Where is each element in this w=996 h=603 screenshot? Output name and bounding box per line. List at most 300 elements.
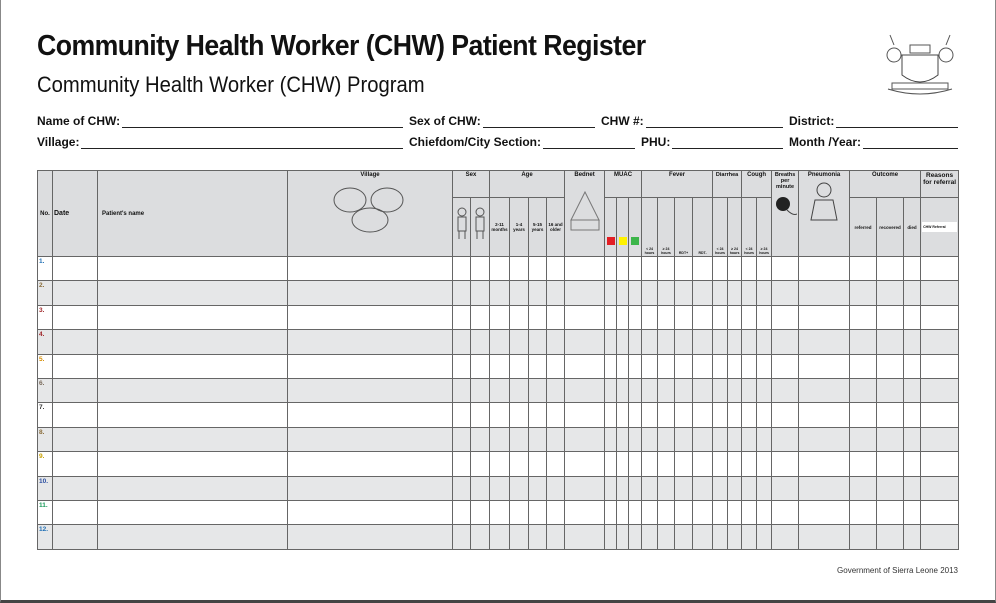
register-cell[interactable]	[471, 427, 490, 451]
register-cell[interactable]	[850, 378, 877, 402]
register-cell[interactable]	[713, 427, 728, 451]
register-cell[interactable]	[713, 330, 728, 354]
register-cell[interactable]	[713, 525, 728, 549]
register-cell[interactable]	[713, 403, 728, 427]
register-cell[interactable]	[490, 281, 510, 305]
register-cell[interactable]	[713, 305, 728, 329]
register-cell[interactable]	[642, 476, 658, 500]
register-cell[interactable]	[547, 525, 565, 549]
register-cell[interactable]	[904, 281, 921, 305]
register-cell[interactable]	[693, 305, 713, 329]
register-cell[interactable]	[799, 257, 850, 281]
register-cell[interactable]	[904, 305, 921, 329]
register-cell[interactable]	[529, 378, 547, 402]
district-field[interactable]	[789, 114, 958, 128]
register-cell[interactable]	[850, 500, 877, 524]
register-cell[interactable]	[98, 476, 288, 500]
register-cell[interactable]	[675, 403, 693, 427]
register-cell[interactable]	[772, 452, 799, 476]
register-cell[interactable]	[742, 330, 757, 354]
register-cell[interactable]	[642, 427, 658, 451]
register-cell[interactable]	[757, 330, 772, 354]
register-cell[interactable]	[453, 330, 471, 354]
register-cell[interactable]	[453, 403, 471, 427]
register-cell[interactable]	[453, 452, 471, 476]
register-cell[interactable]	[288, 525, 453, 549]
register-cell[interactable]	[757, 500, 772, 524]
register-cell[interactable]	[713, 378, 728, 402]
register-cell[interactable]	[605, 452, 617, 476]
register-cell[interactable]	[742, 257, 757, 281]
register-cell[interactable]	[772, 500, 799, 524]
register-cell[interactable]	[772, 281, 799, 305]
register-cell[interactable]	[772, 403, 799, 427]
register-cell[interactable]	[605, 403, 617, 427]
register-cell[interactable]	[877, 330, 904, 354]
register-cell[interactable]	[53, 525, 98, 549]
register-cell[interactable]	[658, 476, 675, 500]
register-cell[interactable]	[471, 500, 490, 524]
register-cell[interactable]	[453, 378, 471, 402]
register-cell[interactable]	[53, 452, 98, 476]
register-cell[interactable]	[617, 427, 629, 451]
register-cell[interactable]	[742, 378, 757, 402]
register-cell[interactable]	[617, 305, 629, 329]
register-cell[interactable]	[772, 305, 799, 329]
register-cell[interactable]	[675, 330, 693, 354]
register-cell[interactable]	[799, 427, 850, 451]
register-cell[interactable]	[772, 330, 799, 354]
register-cell[interactable]	[904, 500, 921, 524]
register-cell[interactable]	[877, 525, 904, 549]
register-cell[interactable]	[658, 257, 675, 281]
register-cell[interactable]	[850, 281, 877, 305]
register-cell[interactable]	[877, 281, 904, 305]
register-cell[interactable]	[757, 378, 772, 402]
register-cell[interactable]	[547, 378, 565, 402]
register-cell[interactable]	[98, 354, 288, 378]
register-cell[interactable]	[510, 525, 529, 549]
register-cell[interactable]	[629, 257, 642, 281]
register-cell[interactable]	[565, 500, 605, 524]
register-cell[interactable]	[617, 452, 629, 476]
register-cell[interactable]	[617, 476, 629, 500]
register-cell[interactable]	[529, 354, 547, 378]
register-cell[interactable]	[799, 281, 850, 305]
register-cell[interactable]	[742, 305, 757, 329]
register-cell[interactable]	[877, 427, 904, 451]
register-cell[interactable]	[471, 305, 490, 329]
register-cell[interactable]	[675, 378, 693, 402]
register-cell[interactable]	[617, 378, 629, 402]
register-cell[interactable]	[642, 500, 658, 524]
register-cell[interactable]	[605, 354, 617, 378]
register-cell[interactable]	[288, 257, 453, 281]
register-cell[interactable]	[850, 330, 877, 354]
register-cell[interactable]	[510, 452, 529, 476]
register-cell[interactable]	[547, 257, 565, 281]
phu-field[interactable]	[641, 135, 783, 149]
register-cell[interactable]	[629, 427, 642, 451]
register-cell[interactable]	[288, 281, 453, 305]
register-cell[interactable]	[547, 403, 565, 427]
register-cell[interactable]	[799, 452, 850, 476]
register-cell[interactable]	[877, 354, 904, 378]
register-cell[interactable]	[98, 500, 288, 524]
register-cell[interactable]	[629, 330, 642, 354]
register-cell[interactable]	[453, 427, 471, 451]
register-cell[interactable]	[675, 427, 693, 451]
register-cell[interactable]	[772, 525, 799, 549]
register-cell[interactable]	[605, 525, 617, 549]
register-cell[interactable]	[757, 427, 772, 451]
register-cell[interactable]	[772, 257, 799, 281]
register-cell[interactable]	[772, 476, 799, 500]
register-cell[interactable]	[921, 525, 959, 549]
register-cell[interactable]	[877, 403, 904, 427]
month-year-field[interactable]	[789, 135, 958, 149]
register-cell[interactable]	[53, 354, 98, 378]
register-cell[interactable]	[921, 500, 959, 524]
register-cell[interactable]	[877, 257, 904, 281]
register-cell[interactable]	[850, 403, 877, 427]
register-cell[interactable]	[617, 330, 629, 354]
register-cell[interactable]	[490, 500, 510, 524]
register-cell[interactable]	[288, 427, 453, 451]
register-cell[interactable]	[98, 257, 288, 281]
register-cell[interactable]	[453, 525, 471, 549]
register-cell[interactable]	[658, 305, 675, 329]
register-cell[interactable]	[53, 427, 98, 451]
register-cell[interactable]	[921, 476, 959, 500]
register-cell[interactable]	[850, 476, 877, 500]
register-cell[interactable]	[757, 403, 772, 427]
register-cell[interactable]	[529, 403, 547, 427]
register-cell[interactable]	[693, 427, 713, 451]
register-cell[interactable]	[713, 500, 728, 524]
register-cell[interactable]	[617, 354, 629, 378]
register-cell[interactable]	[850, 427, 877, 451]
register-cell[interactable]	[490, 452, 510, 476]
register-cell[interactable]	[510, 378, 529, 402]
register-cell[interactable]	[799, 354, 850, 378]
register-cell[interactable]	[742, 476, 757, 500]
register-cell[interactable]	[453, 257, 471, 281]
register-cell[interactable]	[605, 427, 617, 451]
register-cell[interactable]	[629, 500, 642, 524]
register-cell[interactable]	[605, 378, 617, 402]
register-cell[interactable]	[799, 525, 850, 549]
register-cell[interactable]	[877, 476, 904, 500]
register-cell[interactable]	[490, 354, 510, 378]
register-cell[interactable]	[490, 403, 510, 427]
register-cell[interactable]	[904, 257, 921, 281]
register-cell[interactable]	[547, 305, 565, 329]
register-cell[interactable]	[53, 281, 98, 305]
register-cell[interactable]	[510, 476, 529, 500]
register-cell[interactable]	[921, 427, 959, 451]
register-cell[interactable]	[629, 525, 642, 549]
register-cell[interactable]	[728, 330, 742, 354]
register-cell[interactable]	[53, 500, 98, 524]
register-cell[interactable]	[53, 378, 98, 402]
register-cell[interactable]	[904, 427, 921, 451]
register-cell[interactable]	[728, 354, 742, 378]
register-cell[interactable]	[471, 378, 490, 402]
register-cell[interactable]	[629, 305, 642, 329]
register-cell[interactable]	[547, 427, 565, 451]
register-cell[interactable]	[642, 330, 658, 354]
register-cell[interactable]	[642, 305, 658, 329]
register-cell[interactable]	[471, 330, 490, 354]
register-cell[interactable]	[288, 403, 453, 427]
register-cell[interactable]	[629, 476, 642, 500]
register-cell[interactable]	[617, 281, 629, 305]
register-cell[interactable]	[605, 281, 617, 305]
register-cell[interactable]	[605, 330, 617, 354]
register-cell[interactable]	[713, 257, 728, 281]
chw-name-field[interactable]	[37, 114, 403, 128]
register-cell[interactable]	[642, 525, 658, 549]
register-cell[interactable]	[658, 378, 675, 402]
register-cell[interactable]	[642, 452, 658, 476]
register-cell[interactable]	[850, 452, 877, 476]
register-cell[interactable]	[471, 257, 490, 281]
register-cell[interactable]	[288, 452, 453, 476]
register-cell[interactable]	[693, 476, 713, 500]
register-cell[interactable]	[565, 427, 605, 451]
register-cell[interactable]	[617, 500, 629, 524]
register-cell[interactable]	[471, 476, 490, 500]
register-cell[interactable]	[799, 378, 850, 402]
register-cell[interactable]	[877, 452, 904, 476]
chiefdom-field[interactable]	[409, 135, 635, 149]
register-cell[interactable]	[629, 378, 642, 402]
register-cell[interactable]	[529, 330, 547, 354]
register-cell[interactable]	[510, 403, 529, 427]
register-cell[interactable]	[799, 330, 850, 354]
register-cell[interactable]	[921, 257, 959, 281]
register-cell[interactable]	[565, 525, 605, 549]
register-cell[interactable]	[547, 452, 565, 476]
register-cell[interactable]	[675, 452, 693, 476]
register-cell[interactable]	[629, 281, 642, 305]
register-cell[interactable]	[877, 500, 904, 524]
register-cell[interactable]	[728, 525, 742, 549]
register-cell[interactable]	[605, 476, 617, 500]
register-cell[interactable]	[757, 476, 772, 500]
register-cell[interactable]	[675, 476, 693, 500]
register-cell[interactable]	[98, 305, 288, 329]
register-cell[interactable]	[693, 330, 713, 354]
register-cell[interactable]	[471, 452, 490, 476]
register-cell[interactable]	[757, 305, 772, 329]
register-cell[interactable]	[547, 500, 565, 524]
register-cell[interactable]	[642, 354, 658, 378]
register-cell[interactable]	[288, 305, 453, 329]
register-cell[interactable]	[529, 500, 547, 524]
register-cell[interactable]	[565, 330, 605, 354]
register-cell[interactable]	[675, 525, 693, 549]
register-cell[interactable]	[642, 281, 658, 305]
register-cell[interactable]	[904, 378, 921, 402]
register-cell[interactable]	[675, 257, 693, 281]
register-cell[interactable]	[510, 305, 529, 329]
register-cell[interactable]	[728, 257, 742, 281]
register-cell[interactable]	[799, 305, 850, 329]
register-cell[interactable]	[629, 403, 642, 427]
register-cell[interactable]	[510, 281, 529, 305]
register-cell[interactable]	[675, 354, 693, 378]
register-cell[interactable]	[742, 500, 757, 524]
register-cell[interactable]	[529, 257, 547, 281]
chw-sex-field[interactable]	[409, 114, 595, 128]
register-cell[interactable]	[98, 403, 288, 427]
register-cell[interactable]	[904, 330, 921, 354]
register-cell[interactable]	[490, 476, 510, 500]
register-cell[interactable]	[850, 305, 877, 329]
register-cell[interactable]	[799, 500, 850, 524]
register-cell[interactable]	[728, 281, 742, 305]
village-field[interactable]	[37, 135, 403, 149]
register-cell[interactable]	[288, 378, 453, 402]
register-cell[interactable]	[799, 403, 850, 427]
register-cell[interactable]	[605, 305, 617, 329]
register-cell[interactable]	[547, 476, 565, 500]
register-cell[interactable]	[799, 476, 850, 500]
register-cell[interactable]	[98, 452, 288, 476]
register-cell[interactable]	[529, 427, 547, 451]
register-cell[interactable]	[921, 378, 959, 402]
register-cell[interactable]	[453, 354, 471, 378]
register-cell[interactable]	[98, 427, 288, 451]
register-cell[interactable]	[565, 403, 605, 427]
register-cell[interactable]	[728, 452, 742, 476]
register-cell[interactable]	[728, 427, 742, 451]
register-cell[interactable]	[565, 257, 605, 281]
register-cell[interactable]	[605, 500, 617, 524]
register-cell[interactable]	[675, 305, 693, 329]
register-cell[interactable]	[658, 500, 675, 524]
register-cell[interactable]	[288, 476, 453, 500]
register-cell[interactable]	[565, 378, 605, 402]
register-cell[interactable]	[471, 403, 490, 427]
register-cell[interactable]	[490, 525, 510, 549]
register-cell[interactable]	[471, 281, 490, 305]
register-cell[interactable]	[629, 452, 642, 476]
register-cell[interactable]	[490, 257, 510, 281]
register-cell[interactable]	[658, 330, 675, 354]
register-cell[interactable]	[53, 330, 98, 354]
register-cell[interactable]	[921, 281, 959, 305]
register-cell[interactable]	[772, 427, 799, 451]
register-cell[interactable]	[904, 354, 921, 378]
register-cell[interactable]	[850, 257, 877, 281]
register-cell[interactable]	[728, 378, 742, 402]
register-cell[interactable]	[693, 500, 713, 524]
register-cell[interactable]	[728, 500, 742, 524]
register-cell[interactable]	[453, 281, 471, 305]
register-cell[interactable]	[693, 281, 713, 305]
register-cell[interactable]	[693, 378, 713, 402]
register-cell[interactable]	[53, 257, 98, 281]
register-cell[interactable]	[490, 427, 510, 451]
register-cell[interactable]	[98, 378, 288, 402]
register-cell[interactable]	[742, 354, 757, 378]
register-cell[interactable]	[565, 354, 605, 378]
register-cell[interactable]	[658, 427, 675, 451]
register-cell[interactable]	[617, 525, 629, 549]
register-cell[interactable]	[529, 281, 547, 305]
register-cell[interactable]	[658, 452, 675, 476]
register-cell[interactable]	[490, 330, 510, 354]
register-cell[interactable]	[529, 305, 547, 329]
register-cell[interactable]	[510, 354, 529, 378]
register-cell[interactable]	[471, 354, 490, 378]
register-cell[interactable]	[629, 354, 642, 378]
register-cell[interactable]	[98, 525, 288, 549]
register-cell[interactable]	[675, 500, 693, 524]
register-cell[interactable]	[728, 476, 742, 500]
register-cell[interactable]	[288, 500, 453, 524]
register-cell[interactable]	[510, 500, 529, 524]
register-cell[interactable]	[742, 403, 757, 427]
register-cell[interactable]	[850, 354, 877, 378]
register-cell[interactable]	[53, 403, 98, 427]
register-cell[interactable]	[742, 281, 757, 305]
register-cell[interactable]	[510, 330, 529, 354]
register-cell[interactable]	[713, 281, 728, 305]
register-cell[interactable]	[642, 378, 658, 402]
register-cell[interactable]	[529, 452, 547, 476]
register-cell[interactable]	[693, 525, 713, 549]
register-cell[interactable]	[850, 525, 877, 549]
register-cell[interactable]	[904, 525, 921, 549]
register-cell[interactable]	[510, 257, 529, 281]
chw-number-field[interactable]	[601, 114, 783, 128]
register-cell[interactable]	[742, 427, 757, 451]
register-cell[interactable]	[921, 403, 959, 427]
register-cell[interactable]	[471, 525, 490, 549]
register-cell[interactable]	[288, 330, 453, 354]
register-cell[interactable]	[921, 452, 959, 476]
register-cell[interactable]	[742, 452, 757, 476]
register-cell[interactable]	[693, 403, 713, 427]
register-cell[interactable]	[490, 378, 510, 402]
register-cell[interactable]	[772, 378, 799, 402]
register-cell[interactable]	[877, 378, 904, 402]
register-cell[interactable]	[529, 476, 547, 500]
register-cell[interactable]	[693, 452, 713, 476]
register-cell[interactable]	[53, 305, 98, 329]
register-cell[interactable]	[53, 476, 98, 500]
register-cell[interactable]	[642, 257, 658, 281]
register-cell[interactable]	[921, 305, 959, 329]
register-cell[interactable]	[288, 354, 453, 378]
register-cell[interactable]	[529, 525, 547, 549]
register-cell[interactable]	[547, 281, 565, 305]
register-cell[interactable]	[693, 354, 713, 378]
register-cell[interactable]	[757, 281, 772, 305]
register-cell[interactable]	[490, 305, 510, 329]
register-cell[interactable]	[658, 354, 675, 378]
register-cell[interactable]	[728, 403, 742, 427]
register-cell[interactable]	[605, 257, 617, 281]
register-cell[interactable]	[453, 305, 471, 329]
register-cell[interactable]	[904, 403, 921, 427]
register-cell[interactable]	[921, 354, 959, 378]
register-cell[interactable]	[617, 257, 629, 281]
